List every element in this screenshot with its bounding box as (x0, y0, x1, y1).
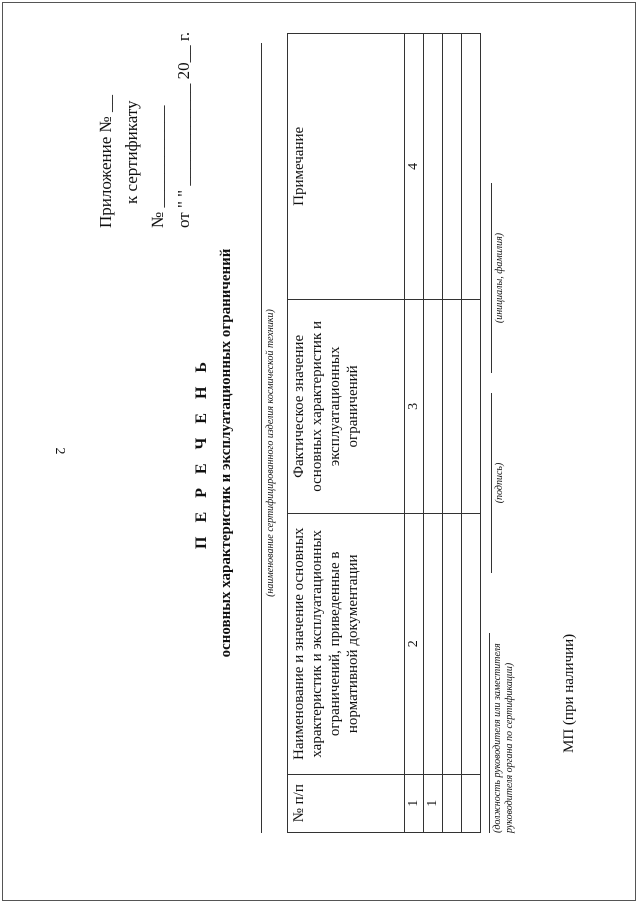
product-name-line (261, 43, 262, 833)
table-cell (424, 34, 443, 300)
table-cell (443, 514, 462, 775)
appendix-line-4: от " " ____________ 20__ г. (174, 31, 193, 228)
position-label: (должность руководителя или заместителя руководителя органа по сертификации) (489, 633, 516, 833)
name-label: (инициалы, фамилия) (491, 183, 505, 373)
table-row (443, 34, 462, 833)
table-cell: 1 (424, 774, 443, 832)
header-documented-value: Наименование и значение основных характеристик и эксплуатационных ограничений, приведенные в нормативной документации (288, 514, 405, 775)
table-cell (424, 299, 443, 513)
document-page (2, 2, 636, 901)
table-cell (443, 299, 462, 513)
table-cell (443, 774, 462, 832)
page-number: 2 (52, 447, 67, 455)
appendix-line-3: № ____________ (148, 105, 167, 228)
signature-label: (подпись) (491, 393, 505, 573)
table-cell (462, 514, 481, 775)
table-cell (462, 299, 481, 513)
table-cell: 4 (405, 34, 424, 300)
header-actual-value: Фактическое значение основных характеристик и эксплуатационных ограничений (288, 299, 405, 513)
characteristics-table (287, 33, 481, 833)
table-cell (462, 34, 481, 300)
document-title: П Е Р Е Ч Е Н Ь (193, 357, 210, 549)
table-row (424, 34, 443, 833)
appendix-line-1: Приложение № __ (96, 95, 115, 228)
rotated-content (13, 23, 613, 883)
appendix-block (93, 31, 197, 228)
table-numbering-row (405, 34, 424, 833)
header-note: Примечание (288, 34, 405, 300)
appendix-line-2: к сертификату (122, 100, 141, 204)
table-cell (462, 774, 481, 832)
table-cell (424, 514, 443, 775)
header-number: № п/п (288, 774, 405, 832)
table-cell: 2 (405, 514, 424, 775)
table-row (462, 34, 481, 833)
signature-block (483, 33, 593, 833)
document-subtitle: основных характеристик и эксплуатационных ограничений (218, 248, 234, 658)
table-header-row (288, 34, 405, 833)
stamp-label: МП (при наличии) (561, 633, 577, 753)
table-cell: 3 (405, 299, 424, 513)
product-name-caption: (наименование сертифицированного изделия космической техники) (265, 309, 276, 597)
table-cell: 1 (405, 774, 424, 832)
table-cell (443, 34, 462, 300)
